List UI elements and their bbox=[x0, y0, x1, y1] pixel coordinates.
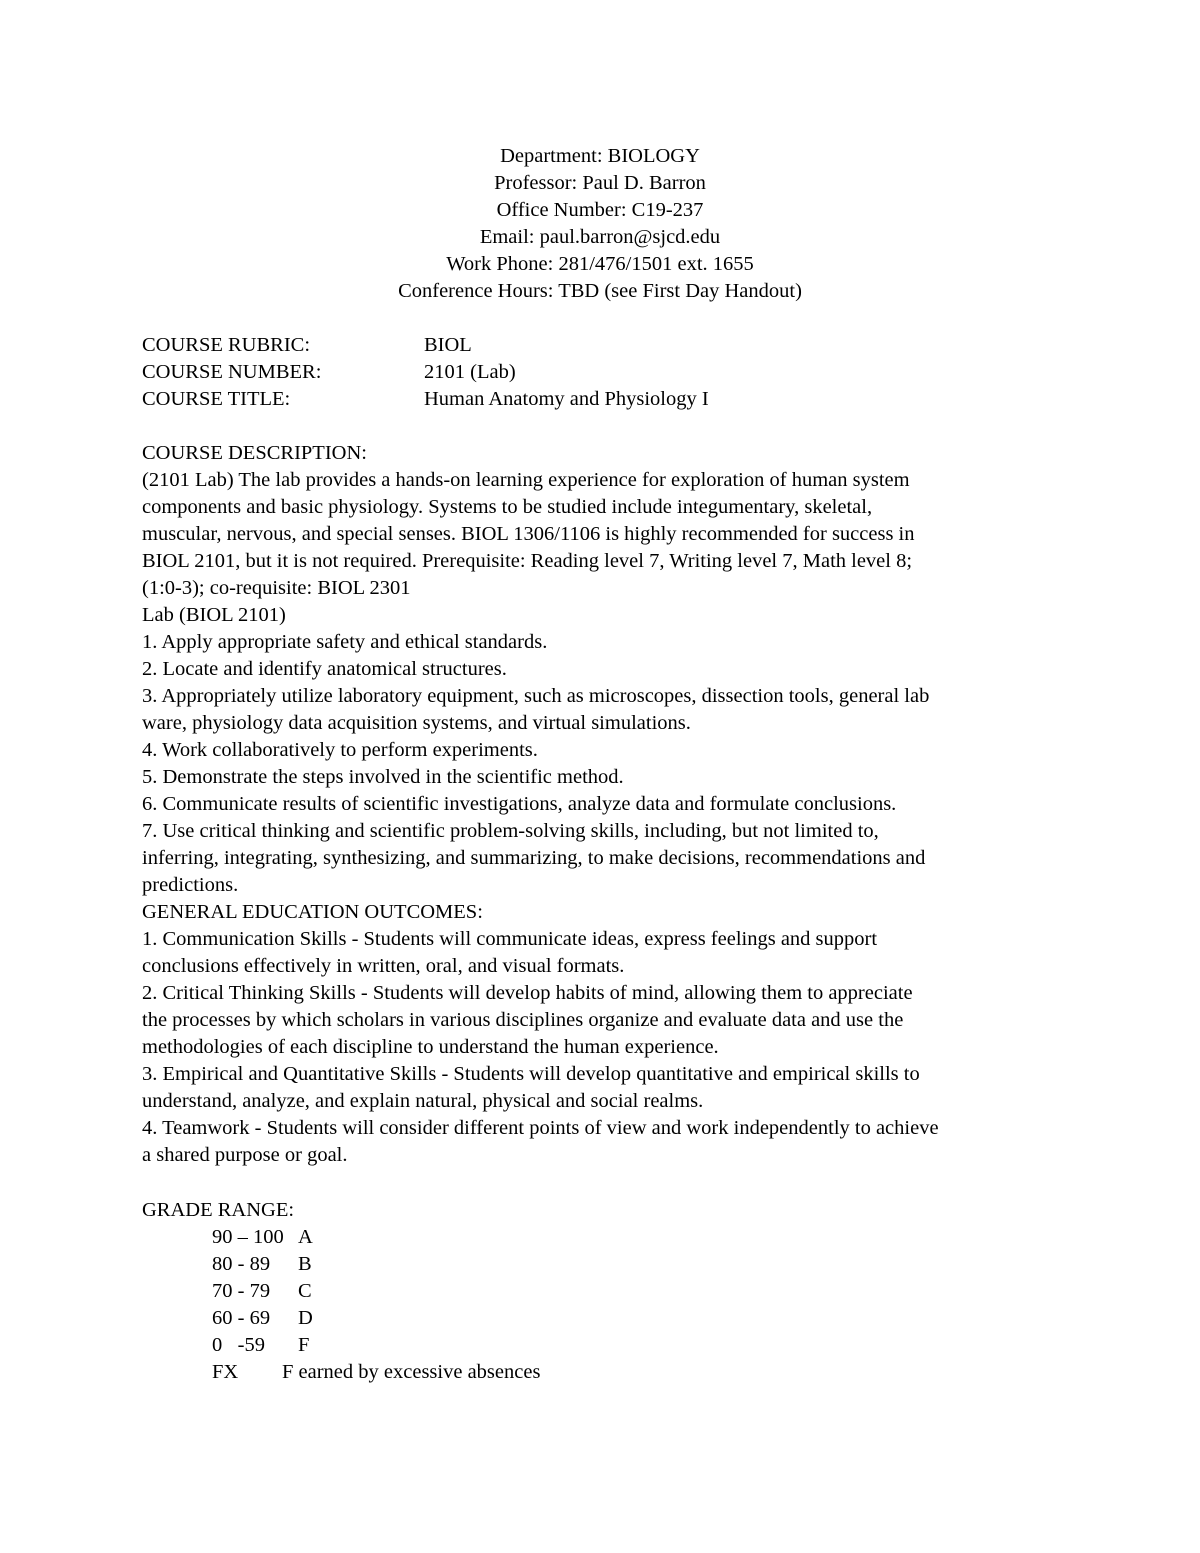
body-text-line: muscular, nervous, and special senses. BIOL 1306/1106 is highly recommended for success in bbox=[142, 523, 915, 545]
course-description-body bbox=[142, 440, 1072, 1169]
body-text-line: (1:0-3); co-requisite: BIOL 2301 bbox=[142, 577, 411, 599]
body-text-line: the processes by which scholars in various disciplines organize and evaluate data and use the bbox=[142, 1009, 904, 1031]
grade-letter: D bbox=[298, 1307, 313, 1329]
grade-range-list bbox=[142, 1224, 541, 1386]
grade-letter: F bbox=[298, 1334, 310, 1356]
course-number-label: COURSE NUMBER: bbox=[142, 361, 322, 383]
grade-range-title: GRADE RANGE: bbox=[142, 1199, 295, 1221]
office-line: Office Number: C19-237 bbox=[496, 199, 704, 221]
course-number-value: 2101 (Lab) bbox=[424, 361, 516, 383]
grade-range-value: 90 – 100 bbox=[212, 1226, 284, 1248]
body-text-line: a shared purpose or goal. bbox=[142, 1144, 348, 1166]
grade-letter: C bbox=[298, 1280, 312, 1302]
body-text-line: 2. Locate and identify anatomical structures. bbox=[142, 658, 507, 680]
course-title-label: COURSE TITLE: bbox=[142, 388, 291, 410]
department-line: Department: BIOLOGY bbox=[500, 145, 700, 167]
grade-row bbox=[142, 1359, 541, 1386]
body-text-line: (2101 Lab) The lab provides a hands-on learning experience for exploration of human system bbox=[142, 469, 910, 491]
grade-range-section bbox=[142, 1197, 541, 1386]
grade-row bbox=[142, 1305, 313, 1332]
body-text-line: understand, analyze, and explain natural, physical and social realms. bbox=[142, 1090, 704, 1112]
course-info bbox=[142, 332, 1042, 413]
grade-range-value: FX bbox=[212, 1361, 239, 1383]
course-title-row bbox=[142, 386, 1042, 413]
grade-range-value: 60 - 69 bbox=[212, 1307, 271, 1329]
body-text-line: BIOL 2101, but it is not required. Prerequisite: Reading level 7, Writing level 7, Math level 8; bbox=[142, 550, 913, 572]
body-text-line: 7. Use critical thinking and scientific problem-solving skills, including, but not limited to, bbox=[142, 820, 879, 842]
email-line: Email: paul.barron@sjcd.edu bbox=[479, 226, 721, 248]
course-rubric-row bbox=[142, 332, 1042, 359]
body-text-line: 4. Teamwork - Students will consider different points of view and work independently to achieve bbox=[142, 1117, 939, 1139]
body-text-line: components and basic physiology. Systems to be studied include integumentary, skeletal, bbox=[142, 496, 873, 518]
conference-hours-line: Conference Hours: TBD (see First Day Handout) bbox=[398, 280, 802, 302]
body-text-line: methodologies of each discipline to understand the human experience. bbox=[142, 1036, 719, 1058]
body-text-line: Lab (BIOL 2101) bbox=[142, 604, 286, 626]
grade-row bbox=[142, 1278, 312, 1305]
contact-header bbox=[0, 143, 1200, 305]
body-text-line: 4. Work collaboratively to perform experiments. bbox=[142, 739, 538, 761]
professor-line: Professor: Paul D. Barron bbox=[494, 172, 706, 194]
course-rubric-label: COURSE RUBRIC: bbox=[142, 334, 311, 356]
grade-row bbox=[142, 1332, 310, 1359]
course-title-value: Human Anatomy and Physiology I bbox=[424, 388, 709, 410]
phone-line: Work Phone: 281/476/1501 ext. 1655 bbox=[446, 253, 754, 275]
body-text-line: predictions. bbox=[142, 874, 239, 896]
body-text-line: COURSE DESCRIPTION: bbox=[142, 442, 367, 464]
grade-letter: B bbox=[298, 1253, 312, 1275]
grade-range-value: 0 -59 bbox=[212, 1334, 265, 1356]
course-number-row bbox=[142, 359, 1042, 386]
grade-row bbox=[142, 1224, 313, 1251]
body-text-line: 6. Communicate results of scientific investigations, analyze data and formulate conclusions. bbox=[142, 793, 897, 815]
grade-row bbox=[142, 1251, 312, 1278]
body-text-line: 5. Demonstrate the steps involved in the scientific method. bbox=[142, 766, 624, 788]
body-text-line: inferring, integrating, synthesizing, and summarizing, to make decisions, recommendations and bbox=[142, 847, 926, 869]
body-text-line: ware, physiology data acquisition systems, and virtual simulations. bbox=[142, 712, 691, 734]
course-rubric-value: BIOL bbox=[424, 334, 472, 356]
body-text-line: 2. Critical Thinking Skills - Students will develop habits of mind, allowing them to appreciate bbox=[142, 982, 913, 1004]
body-text-line: 3. Empirical and Quantitative Skills - Students will develop quantitative and empirical skills to bbox=[142, 1063, 920, 1085]
body-text-line: conclusions effectively in written, oral, and visual formats. bbox=[142, 955, 625, 977]
grade-letter: A bbox=[298, 1226, 313, 1248]
grade-range-value: 80 - 89 bbox=[212, 1253, 271, 1275]
grade-letter: F earned by excessive absences bbox=[282, 1361, 541, 1383]
grade-range-value: 70 - 79 bbox=[212, 1280, 271, 1302]
body-text-line: 1. Communication Skills - Students will communicate ideas, express feelings and support bbox=[142, 928, 878, 950]
body-text-line: 1. Apply appropriate safety and ethical standards. bbox=[142, 631, 548, 653]
body-text-line: 3. Appropriately utilize laboratory equipment, such as microscopes, dissection tools, general lab bbox=[142, 685, 930, 707]
body-text-line: GENERAL EDUCATION OUTCOMES: bbox=[142, 901, 483, 923]
